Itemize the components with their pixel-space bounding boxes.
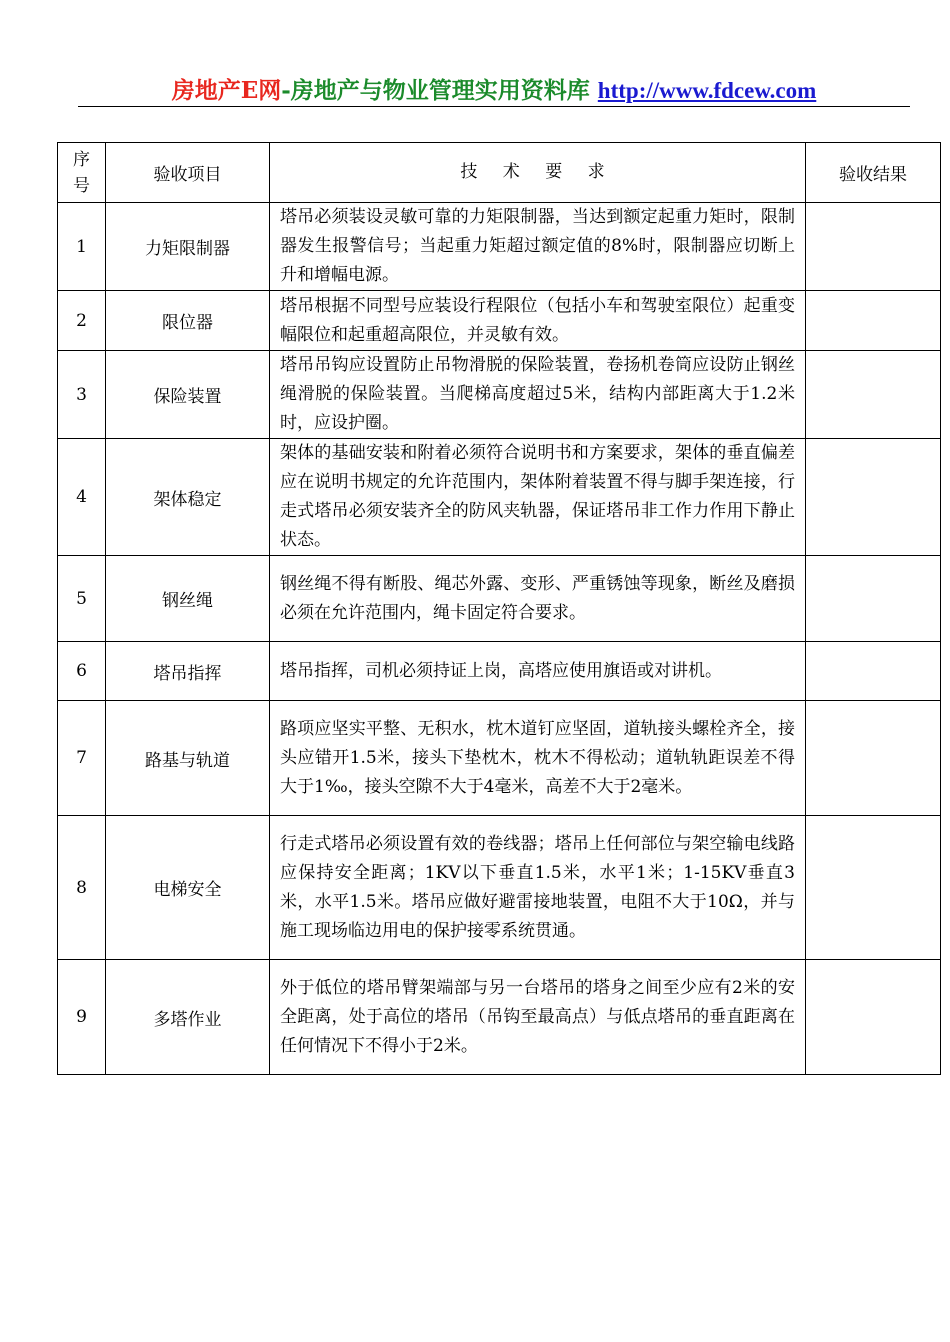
row-requirement: 路项应坚实平整、无积水，枕木道钉应坚固，道轨接头螺栓齐全，接头应错开1.5米，接头下垫枕木，枕木不得松动；道轨轨距误差不得大于1‰，接头空隙不大于4毫米，高差不大于2毫米。 — [270, 701, 806, 816]
row-item: 钢丝绳 — [106, 556, 270, 642]
row-result — [806, 960, 941, 1075]
table-header-row — [58, 143, 941, 203]
row-item: 多塔作业 — [106, 960, 270, 1075]
row-item: 保险装置 — [106, 351, 270, 439]
table-row — [58, 351, 941, 439]
row-number: 4 — [58, 439, 106, 556]
page-header — [78, 74, 910, 108]
table-row — [58, 203, 941, 291]
table-row — [58, 439, 941, 556]
row-number: 7 — [58, 701, 106, 816]
row-requirement: 塔吊必须装设灵敏可靠的力矩限制器，当达到额定起重力矩时，限制器发生报警信号；当起重力矩超过额定值的8%时，限制器应切断上升和增幅电源。 — [270, 203, 806, 291]
row-requirement: 外于低位的塔吊臂架端部与另一台塔吊的塔身之间至少应有2米的安全距离，处于高位的塔吊（吊钩至最高点）与低点塔吊的垂直距离在任何情况下不得小于2米。 — [270, 960, 806, 1075]
row-number: 8 — [58, 816, 106, 960]
row-number: 1 — [58, 203, 106, 291]
row-result — [806, 816, 941, 960]
header-separator: - — [281, 77, 291, 104]
row-result — [806, 701, 941, 816]
table-row — [58, 556, 941, 642]
row-number: 2 — [58, 291, 106, 351]
row-requirement: 行走式塔吊必须设置有效的卷线器；塔吊上任何部位与架空输电线路应保持安全距离；1KV以下垂直1.5米，水平1米；1-15KV垂直3米，水平1.5米。塔吊应做好避雷接地装置，电阻不大于10Ω，并与施工现场临边用电的保护接零系统贯通。 — [270, 816, 806, 960]
row-result — [806, 291, 941, 351]
site-name: 房地产E网 — [171, 77, 282, 104]
row-requirement: 塔吊根据不同型号应装设行程限位（包括小车和驾驶室限位）起重变幅限位和起重超高限位，并灵敏有效。 — [270, 291, 806, 351]
row-result — [806, 642, 941, 701]
row-number: 3 — [58, 351, 106, 439]
table-row — [58, 960, 941, 1075]
col-header-no: 序 号 — [58, 143, 106, 203]
row-number: 9 — [58, 960, 106, 1075]
table-row — [58, 291, 941, 351]
row-result — [806, 439, 941, 556]
col-header-requirement: 技 术 要 求 — [270, 143, 806, 203]
row-requirement: 架体的基础安装和附着必须符合说明书和方案要求，架体的垂直偏差应在说明书规定的允许范围内，架体附着装置不得与脚手架连接，行走式塔吊必须安装齐全的防风夹轨器，保证塔吊非工作力作用下静止状态。 — [270, 439, 806, 556]
row-result — [806, 203, 941, 291]
acceptance-table — [57, 142, 941, 1075]
site-subtitle: 房地产与物业管理实用资料库 — [290, 77, 590, 104]
row-requirement: 钢丝绳不得有断股、绳芯外露、变形、严重锈蚀等现象，断丝及磨损必须在允许范围内，绳卡固定符合要求。 — [270, 556, 806, 642]
row-item: 力矩限制器 — [106, 203, 270, 291]
row-result — [806, 556, 941, 642]
table-row — [58, 816, 941, 960]
row-item: 塔吊指挥 — [106, 642, 270, 701]
row-item: 电梯安全 — [106, 816, 270, 960]
row-item: 限位器 — [106, 291, 270, 351]
table-row — [58, 642, 941, 701]
row-number: 6 — [58, 642, 106, 701]
row-result — [806, 351, 941, 439]
row-item: 架体稳定 — [106, 439, 270, 556]
col-header-result: 验收结果 — [806, 143, 941, 203]
row-requirement: 塔吊指挥，司机必须持证上岗，高塔应使用旗语或对讲机。 — [270, 642, 806, 701]
row-requirement: 塔吊吊钩应设置防止吊物滑脱的保险装置，卷扬机卷筒应设防止钢丝绳滑脱的保险装置。当爬梯高度超过5米，结构内部距离大于1.2米时，应设护圈。 — [270, 351, 806, 439]
table-row — [58, 701, 941, 816]
site-url-link[interactable]: http://www.fdcew.com — [597, 78, 817, 103]
row-number: 5 — [58, 556, 106, 642]
header-rule — [78, 106, 910, 107]
table-body — [58, 203, 941, 1075]
row-item: 路基与轨道 — [106, 701, 270, 816]
col-header-item: 验收项目 — [106, 143, 270, 203]
